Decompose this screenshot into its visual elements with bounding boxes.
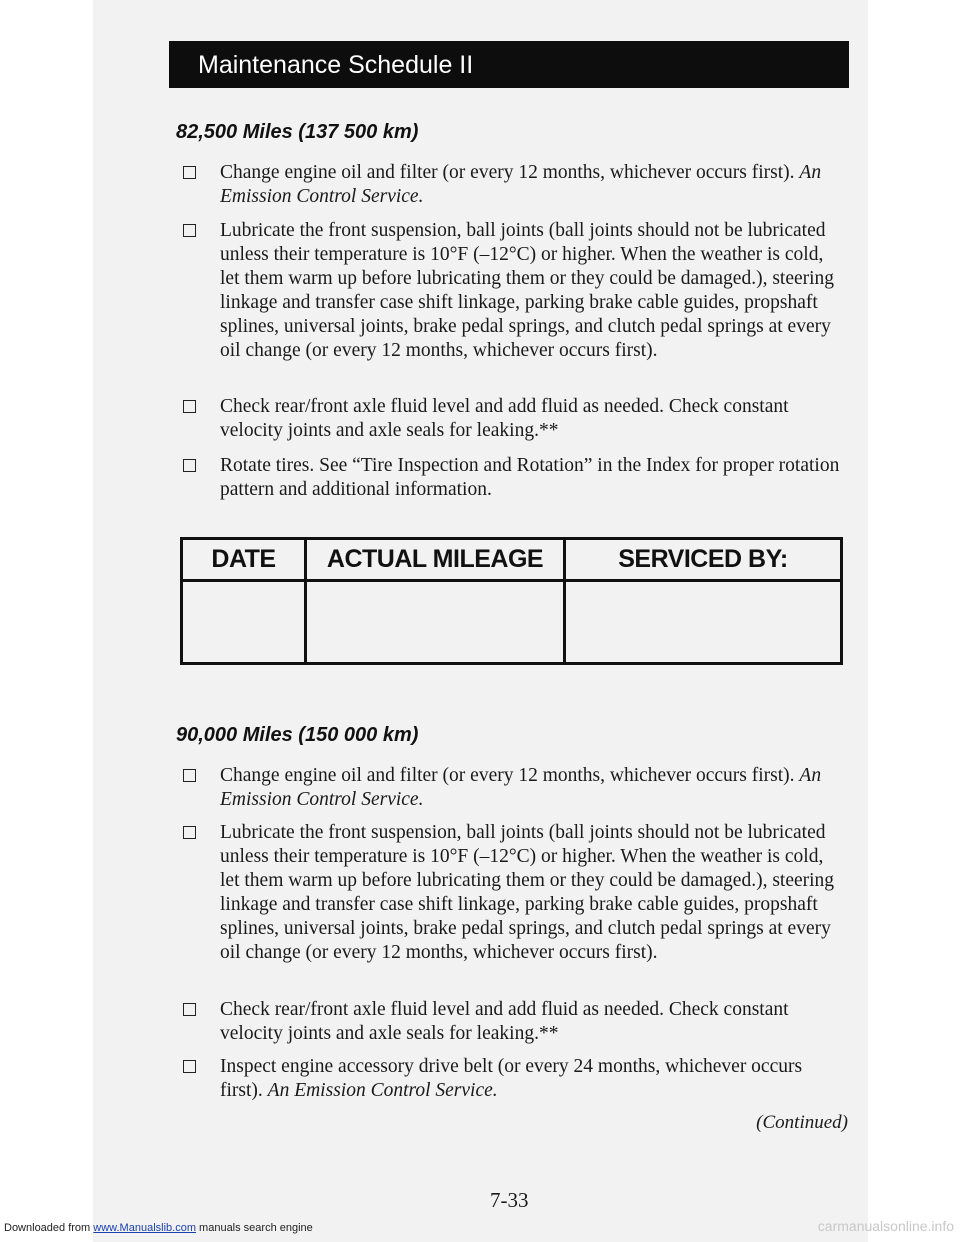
checkbox-icon[interactable] [183,166,196,179]
item-emphasis: An Emission Control Service. [220,162,822,207]
manualslib-link[interactable]: www.Manualslib.com [93,1222,196,1234]
checklist-item [183,395,843,443]
table-header-row [182,539,842,581]
item-text: Change engine oil and filter (or every 12 months, whichever occurs first). [220,162,795,183]
item-text: Rotate tires. See “Tire Inspection and Rotation” in the Index for proper rotation pattern and additional information. [220,455,840,500]
item-text: Check rear/front axle fluid level and add fluid as needed. Check constant velocity joints and axle seals for leaking.** [220,396,789,441]
checklist-item [183,454,843,502]
continued-note: (Continued) [756,1112,848,1133]
serviced-by-header: SERVICED BY: [565,539,842,581]
section-title-82500: 82,500 Miles (137 500 km) [176,121,419,143]
item-text: Inspect engine accessory drive belt (or every 24 months, whichever occurs first). [220,1056,803,1101]
actual-mileage-header: ACTUAL MILEAGE [306,539,565,581]
watermark: carmanualsonline.info [817,1218,954,1234]
item-text: Check rear/front axle fluid level and add fluid as needed. Check constant velocity joints and axle seals for leaking.** [220,999,789,1044]
checkbox-icon[interactable] [183,1003,196,1016]
serviced-by-cell[interactable] [565,581,842,664]
date-cell[interactable] [182,581,306,664]
item-emphasis: An Emission Control Service. [267,1080,498,1101]
table-row [182,581,842,664]
item-text: Change engine oil and filter (or every 12 months, whichever occurs first). [220,765,795,786]
section-title-90000: 90,000 Miles (150 000 km) [176,724,419,746]
mileage-cell[interactable] [306,581,565,664]
checkbox-icon[interactable] [183,224,196,237]
footer-suffix: manuals search engine [199,1222,313,1234]
date-header: DATE [182,539,306,581]
page-number: 7-33 [490,1188,529,1212]
item-emphasis: An Emission Control Service. [220,765,822,810]
checkbox-icon[interactable] [183,769,196,782]
page-title: Maintenance Schedule II [198,51,474,79]
download-footer [4,1222,313,1234]
item-text: Lubricate the front suspension, ball joints (ball joints should not be lubricated unless their temperature is 10°F (–12°C) or higher. When the weather is cold, let them warm up before lubricating them or they could be damaged.), steering linkage and transfer case shift linkage, parking brake cable guides, propshaft splines, universal joints, brake pedal springs, and clutch pedal springs at every oil change (or every 12 months, whichever occurs first). [220,822,835,963]
service-record-table [180,537,843,665]
checklist-item [183,1055,843,1103]
footer-prefix: Downloaded from [4,1222,91,1234]
checkbox-icon[interactable] [183,826,196,839]
checklist-item [183,821,843,965]
checkbox-icon[interactable] [183,400,196,413]
checklist-item [183,998,843,1046]
checklist-item [183,219,843,363]
checklist-item [183,161,843,209]
item-text: Lubricate the front suspension, ball joints (ball joints should not be lubricated unless their temperature is 10°F (–12°C) or higher. When the weather is cold, let them warm up before lubricating them or they could be damaged.), steering linkage and transfer case shift linkage, parking brake cable guides, propshaft splines, universal joints, brake pedal springs, and clutch pedal springs at every oil change (or every 12 months, whichever occurs first). [220,220,835,361]
checkbox-icon[interactable] [183,459,196,472]
checkbox-icon[interactable] [183,1060,196,1073]
checklist-item [183,764,843,812]
